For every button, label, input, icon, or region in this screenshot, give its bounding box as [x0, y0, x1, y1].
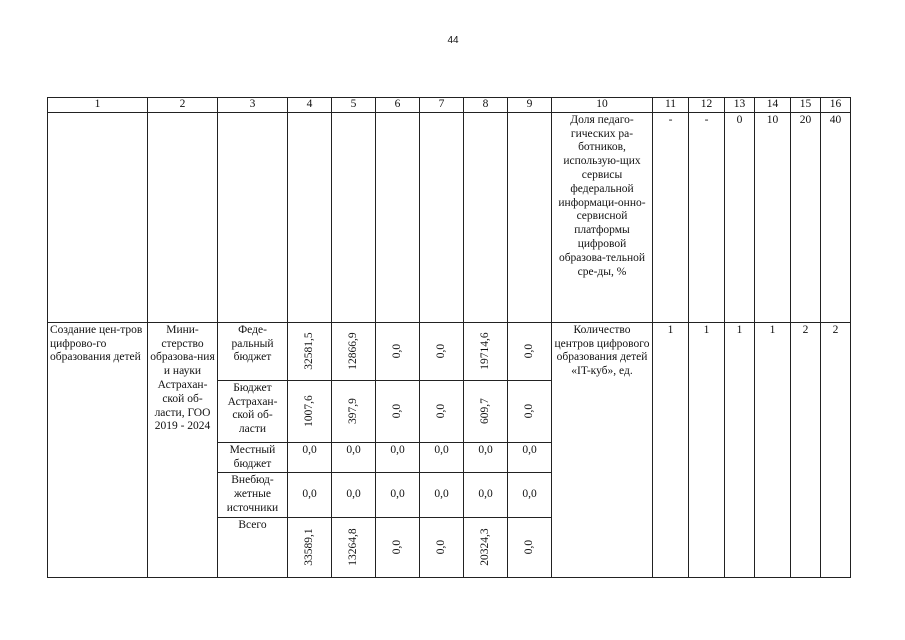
column-number: 15	[791, 98, 821, 113]
amount-cell: 0,0	[420, 473, 464, 517]
column-number: 5	[332, 98, 376, 113]
funding-source-cell: Внебюд-жетные источники	[218, 473, 288, 517]
amount-cell: 0,0	[288, 473, 332, 517]
amount-cell: 0,0	[508, 322, 552, 380]
event-cell: Создание цен-тров цифрово-го образования детей	[48, 322, 148, 577]
funding-source-cell: Бюджет Астрахан-ской об-ласти	[218, 380, 288, 442]
empty-cell	[420, 112, 464, 322]
amount-cell: 0,0	[508, 380, 552, 442]
amount-cell: 0,0	[332, 442, 376, 473]
amount-cell: 33589,1	[288, 517, 332, 577]
amount-cell: 0,0	[420, 442, 464, 473]
amount-cell: 1007,6	[288, 380, 332, 442]
column-number: 13	[725, 98, 755, 113]
empty-cell	[464, 112, 508, 322]
amount-cell: 13264,8	[332, 517, 376, 577]
amount-cell: 0,0	[376, 380, 420, 442]
column-number: 9	[508, 98, 552, 113]
column-number: 10	[552, 98, 653, 113]
amount-cell: 32581,5	[288, 322, 332, 380]
funding-source-cell: Феде-ральный бюджет	[218, 322, 288, 380]
amount-cell: 20324,3	[464, 517, 508, 577]
amount-cell: 609,7	[464, 380, 508, 442]
indicator-cell: Количество центров цифрового образования детей «IT-куб», ед.	[552, 322, 653, 577]
amount-cell: 12866,9	[332, 322, 376, 380]
amount-cell: 0,0	[420, 322, 464, 380]
empty-cell	[148, 112, 218, 322]
funding-source-cell: Всего	[218, 517, 288, 577]
amount-cell: 0,0	[508, 473, 552, 517]
empty-cell	[48, 112, 148, 322]
amount-cell: 0,0	[464, 473, 508, 517]
amount-cell: 0,0	[332, 473, 376, 517]
amount-cell: 0,0	[464, 442, 508, 473]
value-cell: 20	[791, 112, 821, 322]
column-number: 6	[376, 98, 420, 113]
value-cell: 2	[821, 322, 851, 577]
empty-cell	[376, 112, 420, 322]
page-number: 44	[447, 35, 459, 46]
column-number: 4	[288, 98, 332, 113]
empty-cell	[288, 112, 332, 322]
empty-cell	[218, 112, 288, 322]
amount-cell: 397,9	[332, 380, 376, 442]
value-cell: 10	[755, 112, 791, 322]
amount-cell: 0,0	[376, 473, 420, 517]
funding-source-cell: Местный бюджет	[218, 442, 288, 473]
column-number: 14	[755, 98, 791, 113]
amount-cell: 19714,6	[464, 322, 508, 380]
empty-cell	[508, 112, 552, 322]
amount-cell: 0,0	[288, 442, 332, 473]
column-number: 7	[420, 98, 464, 113]
column-number-row	[48, 98, 851, 113]
value-cell: 1	[653, 322, 689, 577]
value-cell: 40	[821, 112, 851, 322]
amount-cell: 0,0	[420, 517, 464, 577]
value-cell: 2	[791, 322, 821, 577]
amount-cell: 0,0	[508, 442, 552, 473]
executor-cell: Мини-стерство образова-ния и науки Астрахан-ской об-ласти, ГОО 2019 - 2024	[148, 322, 218, 577]
value-cell: -	[689, 112, 725, 322]
amount-cell: 0,0	[376, 517, 420, 577]
column-number: 1	[48, 98, 148, 113]
column-number: 11	[653, 98, 689, 113]
indicator-cell: Доля педаго-гических ра-ботников, использую-щих сервисы федеральной информаци-онно-сервисной платформы цифровой образова-тельной сре-ды, %	[552, 112, 653, 322]
value-cell: 0	[725, 112, 755, 322]
amount-cell: 0,0	[376, 442, 420, 473]
column-number: 8	[464, 98, 508, 113]
empty-cell	[332, 112, 376, 322]
program-table	[47, 97, 851, 578]
column-number: 2	[148, 98, 218, 113]
value-cell: 1	[755, 322, 791, 577]
column-number: 3	[218, 98, 288, 113]
value-cell: 1	[689, 322, 725, 577]
table-row	[48, 112, 851, 322]
amount-cell: 0,0	[420, 380, 464, 442]
value-cell: 1	[725, 322, 755, 577]
table-row	[48, 322, 851, 380]
amount-cell: 0,0	[376, 322, 420, 380]
amount-cell: 0,0	[508, 517, 552, 577]
column-number: 12	[689, 98, 725, 113]
column-number: 16	[821, 98, 851, 113]
value-cell: -	[653, 112, 689, 322]
